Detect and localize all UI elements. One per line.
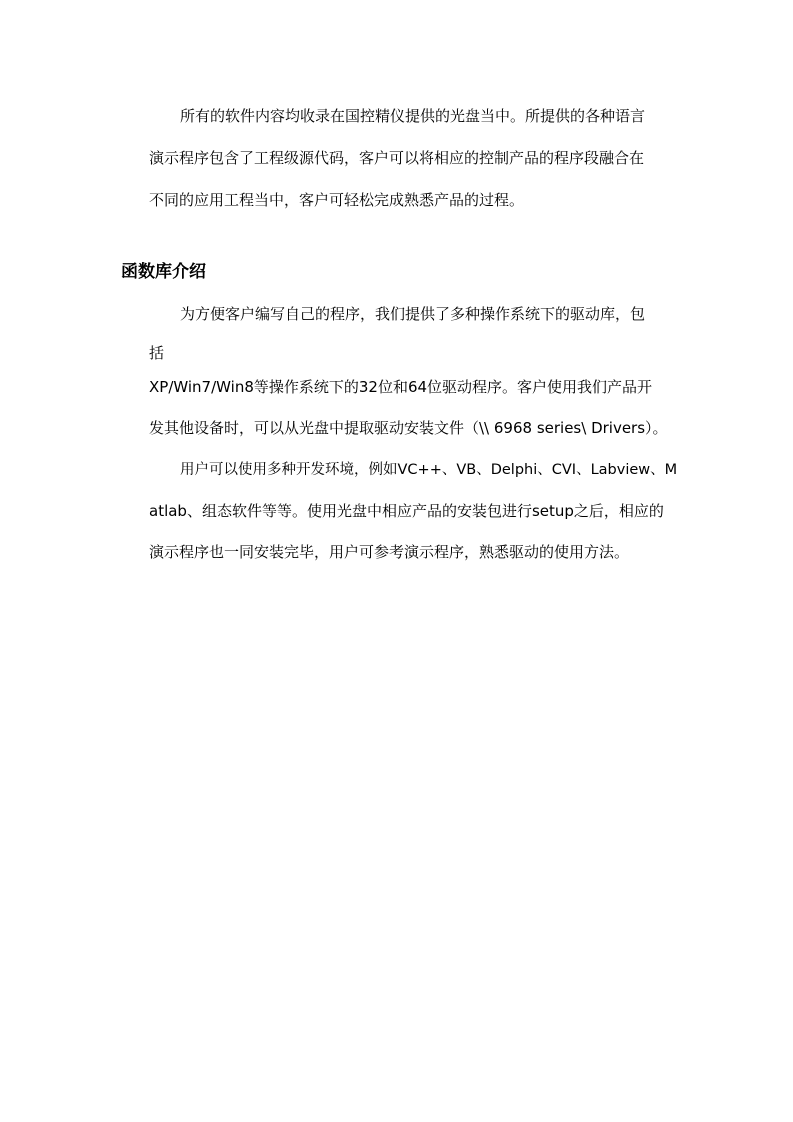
section-heading: 函数库介绍 (121, 262, 206, 282)
paragraph-2-line-3: XP/Win7/Win8等操作系统下的32位和64位驱动程序。客户使用我们产品开 (149, 378, 653, 396)
paragraph-3-line-2: atlab、组态软件等等。使用光盘中相应产品的安装包进行setup之后，相应的 (149, 502, 664, 520)
paragraph-2-line-2: 括 (149, 344, 165, 362)
paragraph-1-line-3: 不同的应用工程当中，客户可轻松完成熟悉产品的过程。 (149, 191, 525, 209)
paragraph-1-line-2: 演示程序包含了工程级源代码，客户可以将相应的控制产品的程序段融合在 (149, 149, 645, 167)
paragraph-2-line-1: 为方便客户编写自己的程序，我们提供了多种操作系统下的驱动库，包 (180, 305, 646, 323)
paragraph-2-line-4: 发其他设备时，可以从光盘中提取驱动安装文件（\\ 6968 series\ Drivers）。 (149, 419, 668, 437)
paragraph-1-line-1: 所有的软件内容均收录在国控精仪提供的光盘当中。所提供的各种语言 (180, 107, 646, 125)
paragraph-3-line-1: 用户可以使用多种开发环境，例如VC++、VB、Delphi、CVI、Labview、M (180, 462, 678, 478)
paragraph-3-line-3: 演示程序也一同安装完毕，用户可参考演示程序，熟悉驱动的使用方法。 (149, 543, 630, 561)
